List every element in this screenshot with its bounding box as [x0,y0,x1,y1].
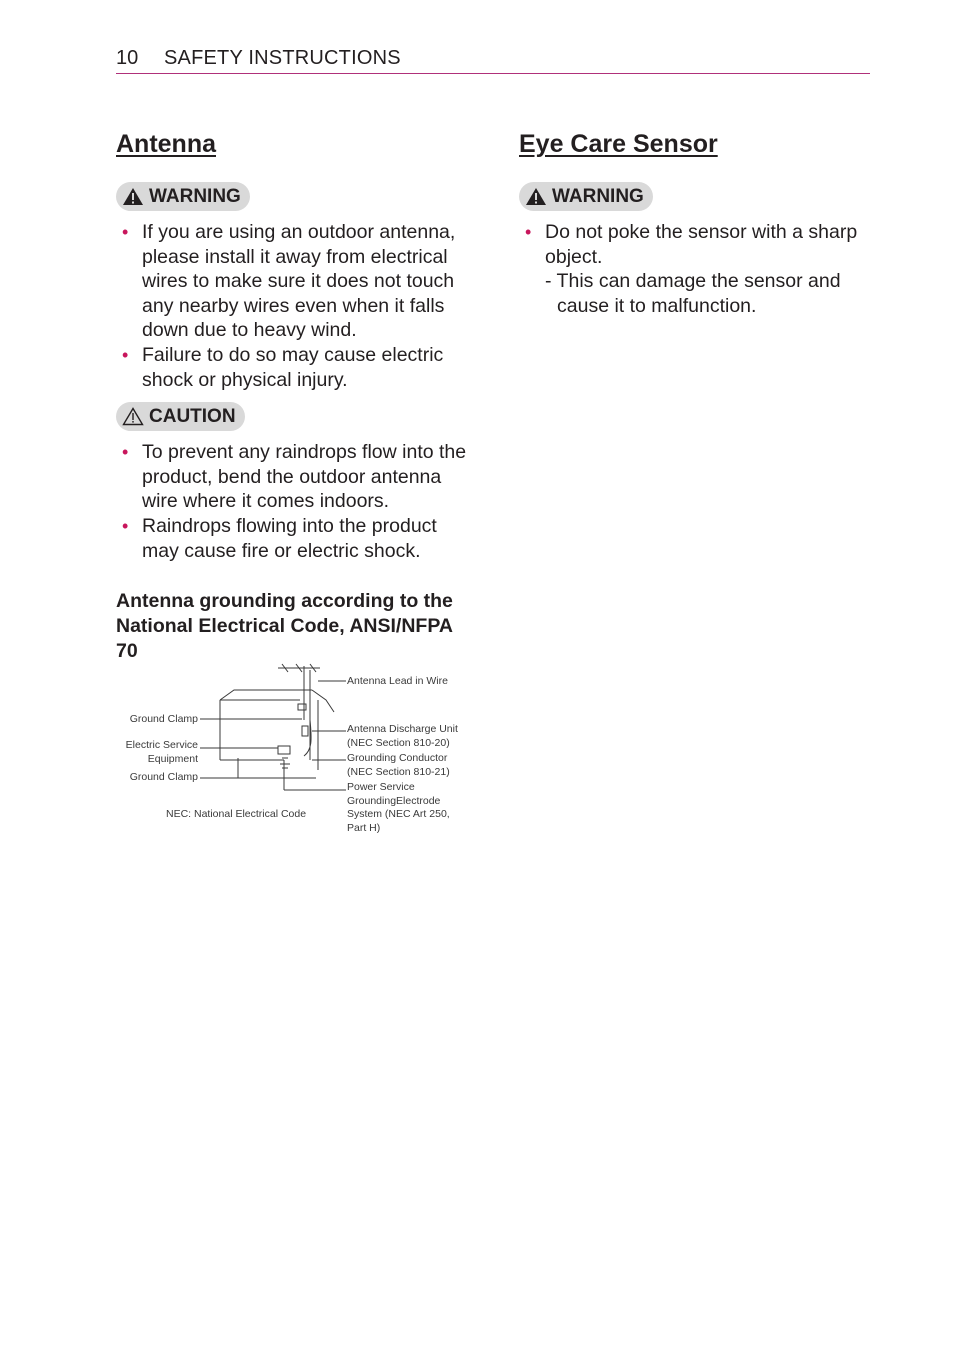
list-item: • If you are using an outdoor antenna, please install it away from electrical wires to make sure it does not touch any nearby wires even when it falls down due to heavy wind. [122,221,456,342]
eye-care-item: Do not poke the sensor with a sharp object. [545,221,858,268]
list-item: • To prevent any raindrops flow into the product, bend the outdoor antenna wire where it comes indoors. [122,441,467,513]
caution-label: CAUTION [149,405,236,427]
label-electric-service-1: Electric Service [125,739,198,751]
label-antenna-lead: Antenna Lead in Wire [347,675,448,687]
antenna-title: Antenna [116,130,216,158]
warning-icon [122,187,144,206]
label-electric-service-2: Equipment [147,753,198,765]
eye-care-warning-list [519,220,879,318]
eye-care-sub-item: - This can damage the sensor and cause it to malfunction. [545,270,841,317]
label-power-service-1: Power Service [347,781,415,793]
caution-item-1: To prevent any raindrops flow into the product, bend the outdoor antenna wire where it comes indoors. [142,441,467,513]
warning-label: WARNING [552,185,644,207]
label-power-service-4: Part H) [347,822,381,834]
label-power-service-2: GroundingElectrode [347,795,441,807]
caution-badge [116,402,245,431]
label-power-service-3: System (NEC Art 250, [347,808,450,820]
page-header [116,47,870,74]
warning-icon [525,187,547,206]
list-item: • Do not poke the sensor with a sharp object. - This can damage the sensor and cause it to malfunction. [519,220,879,318]
warning-label: WARNING [149,185,241,207]
label-ground-clamp-bottom: Ground Clamp [129,771,198,783]
eye-care-section [519,128,879,318]
warning-badge [519,182,653,211]
label-grounding-section: (NEC Section 810-21) [347,766,450,778]
label-ground-clamp-top: Ground Clamp [129,713,198,725]
grounding-heading: Antenna grounding according to the National Electrical Code, ANSI/NFPA 70 [116,590,453,663]
caution-icon [122,407,144,426]
warning-item-2: Failure to do so may cause electric shock or physical injury. [142,343,444,391]
page-number: 10 [116,47,139,69]
warning-list [116,220,476,392]
label-nec-note: NEC: National Electrical Code [166,808,307,820]
antenna-grounding-diagram [116,660,476,840]
list-item: • Raindrops flowing into the product may cause fire or electric shock. [122,514,437,562]
label-discharge-section: (NEC Section 810-20) [347,737,450,749]
caution-item-2: Raindrops flowing into the product may cause fire or electric shock. [142,514,437,562]
label-discharge-unit: Antenna Discharge Unit [347,723,458,735]
warning-badge [116,182,250,211]
warning-item-1: If you are using an outdoor antenna, please install it away from electrical wires to make sure it does not touch any nearby wires even when it falls down due to heavy wind. [142,221,456,342]
eye-care-title: Eye Care Sensor [519,130,718,158]
list-item: • Failure to do so may cause electric shock or physical injury. [122,343,444,391]
caution-list [116,440,476,563]
header-title: SAFETY INSTRUCTIONS [164,47,401,69]
antenna-section [116,128,476,664]
label-grounding-conductor: Grounding Conductor [347,752,448,764]
